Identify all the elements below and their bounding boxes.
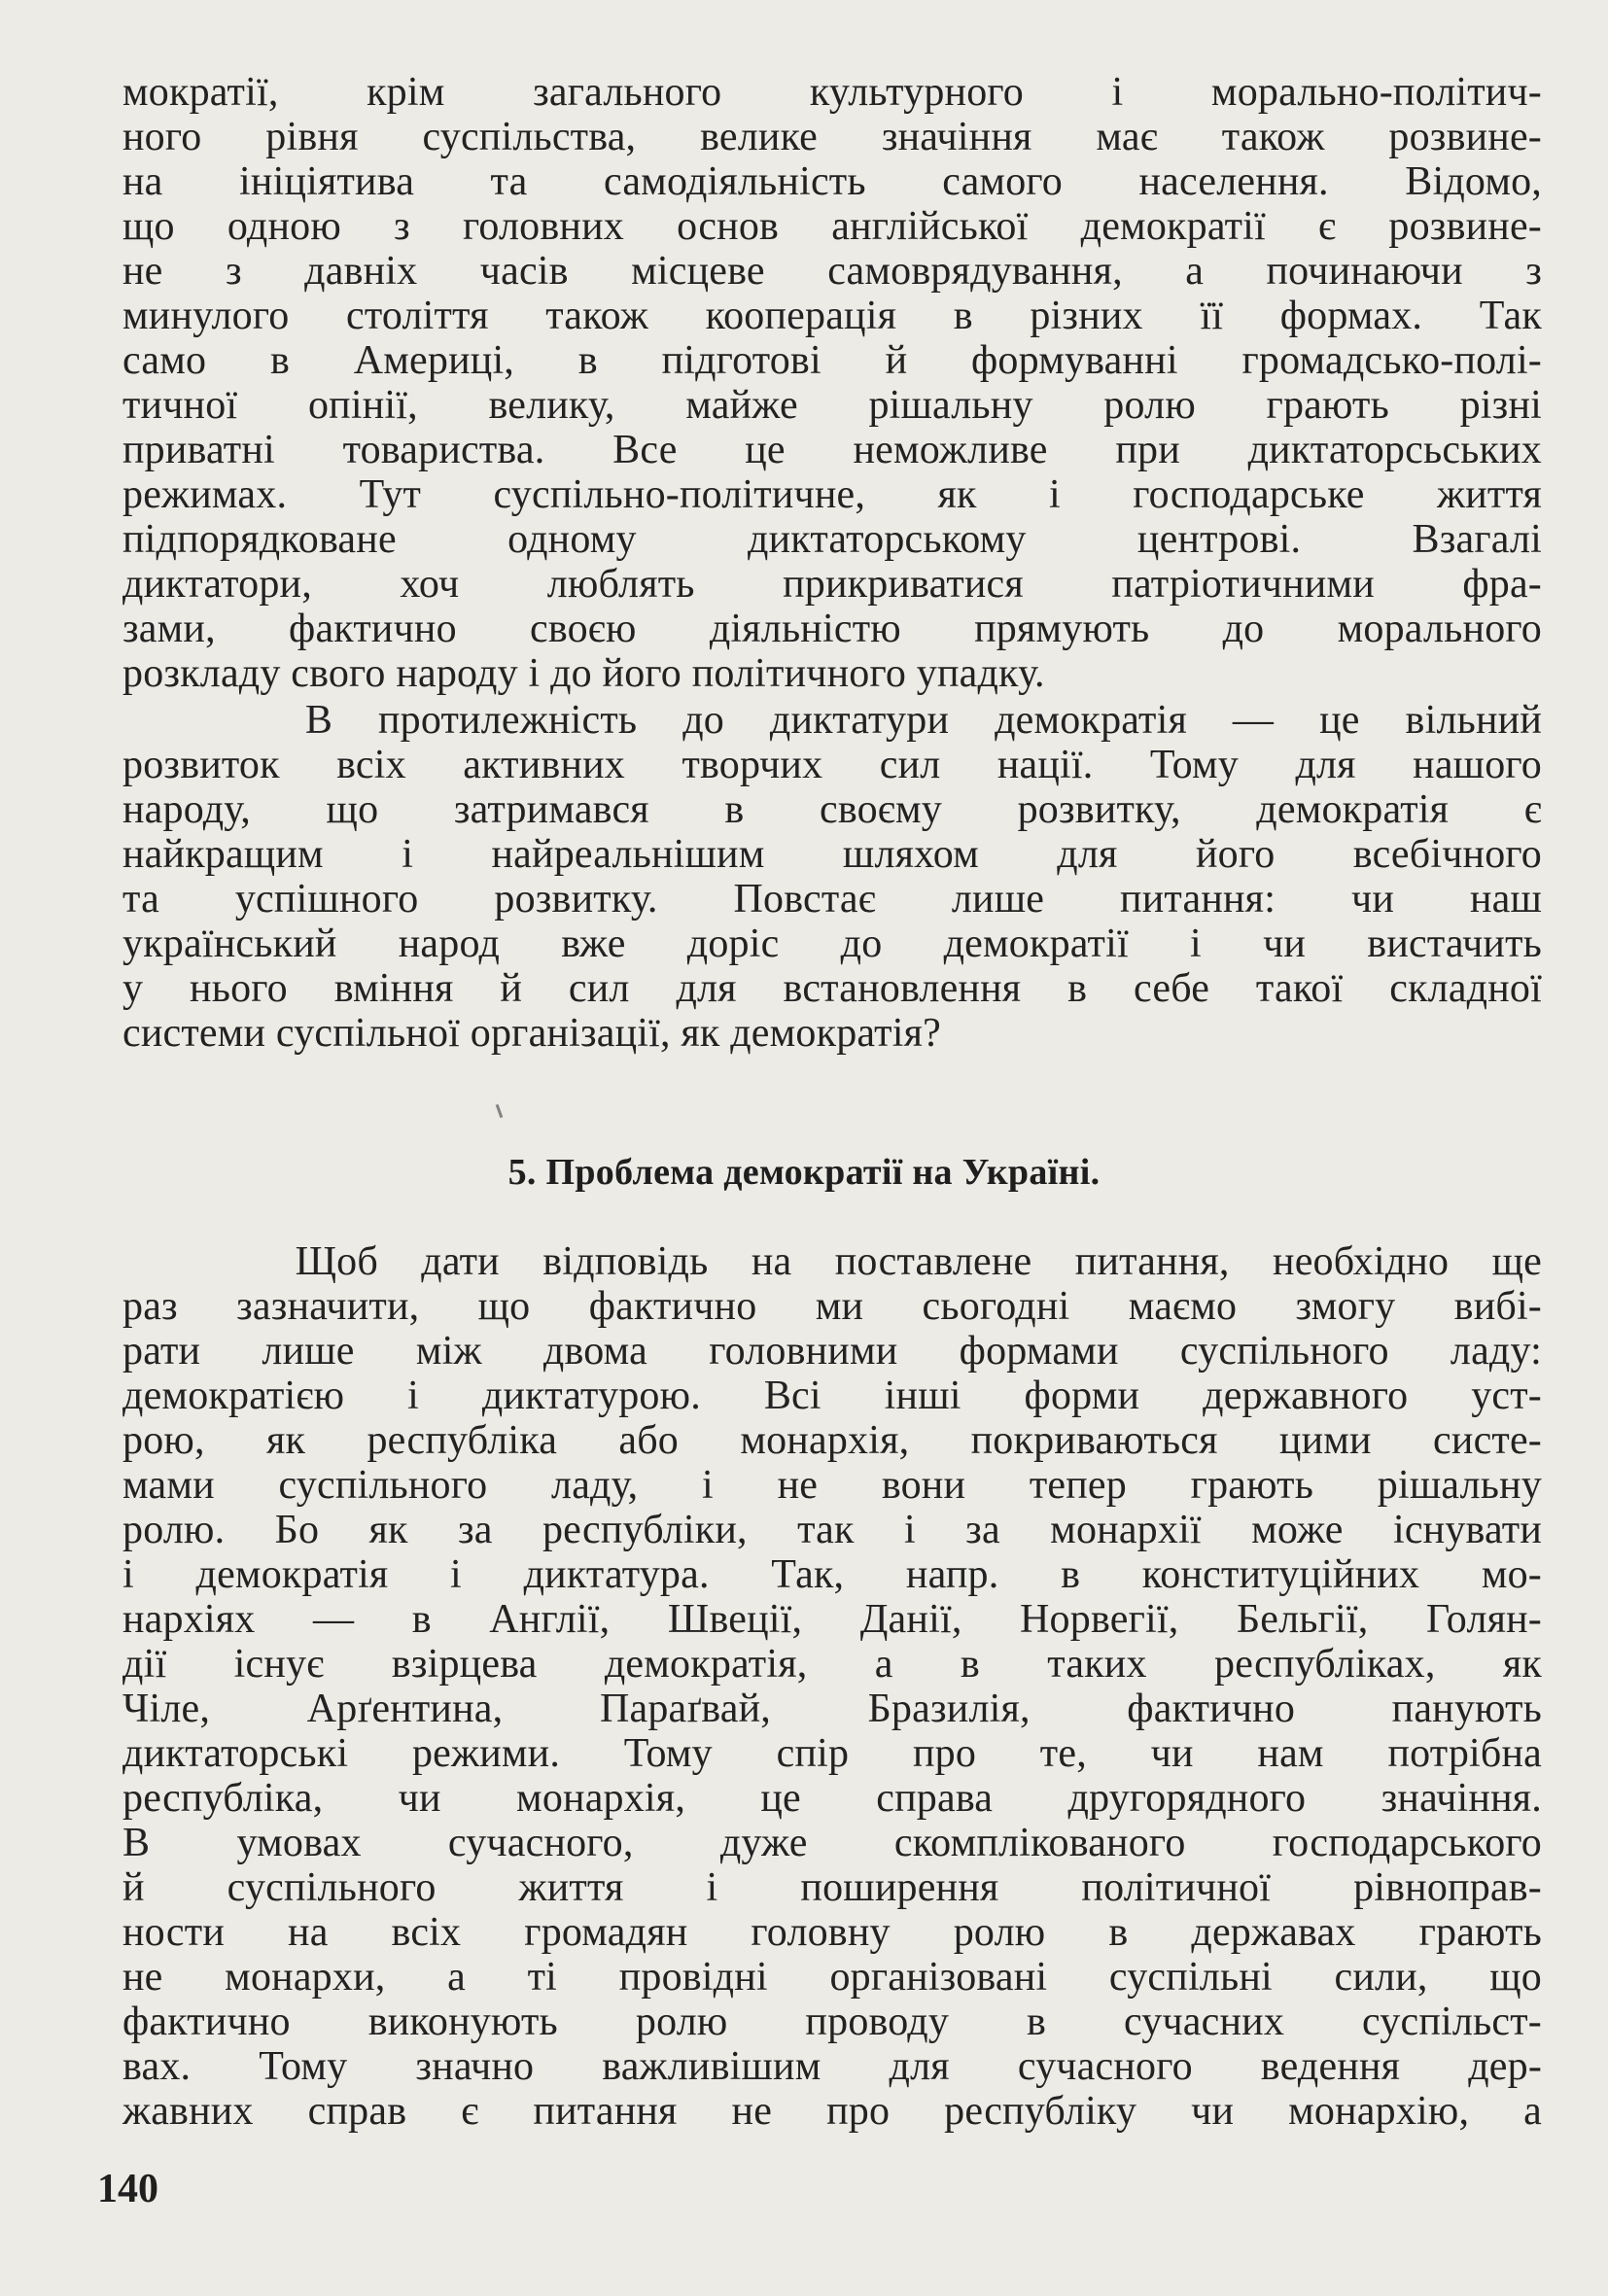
text-line: Щоб дати відповідь на поставлене питання, необхідно ще (122, 1239, 1542, 1284)
text-line: рою, як республіка або монархія, покриваються цими систе- (122, 1418, 1542, 1463)
text-line: режимах. Тут суспільно-політичне, як і господарське життя (122, 472, 1542, 517)
text-line: минулого століття також кооперація в різних її формах. Так (122, 294, 1542, 338)
text-line: мократії, крім загального культурного і морально-політич- (122, 70, 1542, 115)
text-line: нархіях — в Англії, Швеції, Данії, Норвегії, Бельгії, Голян- (122, 1597, 1542, 1642)
print-speck (496, 1104, 504, 1118)
page-number: 140 (97, 2167, 158, 2211)
text-line: республіка, чи монархія, це справа другорядного значіння. (122, 1776, 1542, 1821)
text-line: розкладу свого народу і до його політичного упадку. (122, 651, 1045, 696)
text-line: диктаторські режими. Тому спір про те, чи нам потрібна (122, 1731, 1542, 1776)
text-line: не монархи, а ті провідні організовані суспільні сили, що (122, 1955, 1542, 2000)
text-line: вах. Тому значно важливішим для сучасного ведення дер- (122, 2044, 1542, 2089)
text-line: підпорядковане одному диктаторському центрові. Взагалі (122, 517, 1542, 562)
text-line: й суспільного життя і поширення політичної рівноправ- (122, 1865, 1542, 1910)
text-line: демократією і диктатурою. Всі інші форми державного уст- (122, 1374, 1542, 1418)
text-line: В умовах сучасного, дуже скомплікованого господарського (122, 1821, 1542, 1865)
text-line: дії існує взірцева демократія, а в таких республіках, як (122, 1642, 1542, 1687)
text-line: рати лише між двома головними формами суспільного ладу: (122, 1329, 1542, 1374)
text-line: ности на всіх громадян головну ролю в державах грають (122, 1910, 1542, 1955)
text-line: у нього вміння й сил для встановлення в себе такої складної (122, 966, 1542, 1011)
text-line: народу, що затримався в своєму розвитку, демократія є (122, 787, 1542, 832)
text-line: Чіле, Арґентина, Параґвай, Бразилія, фактично панують (122, 1687, 1542, 1731)
text-line: та успішного розвитку. Повстає лише питання: чи наш (122, 877, 1542, 922)
text-line: найкращим і найреальнішим шляхом для його всебічного (122, 832, 1542, 877)
paragraph-democracy-vs-dictatorship (122, 698, 1542, 1056)
text-line: мами суспільного ладу, і не вони тепер грають рішальну (122, 1463, 1542, 1508)
text-line: раз зазначити, що фактично ми сьогодні маємо змогу вибі- (122, 1284, 1542, 1329)
text-line: тичної опінії, велику, майже рішальну ролю грають різні (122, 383, 1542, 428)
text-line: зами, фактично своєю діяльністю прямують до морального (122, 607, 1542, 651)
text-line: приватні товариства. Все це неможливе при диктаторсьських (122, 428, 1542, 472)
text-line: що одною з головних основ англійської демократії є розвине- (122, 204, 1542, 249)
text-line: ролю. Бо як за республіки, так і за монархії може існувати (122, 1508, 1542, 1552)
text-line: не з давніх часів місцеве самоврядування, а починаючи з (122, 249, 1542, 294)
section-heading: 5. Проблема демократії на Україні. (507, 1152, 1101, 1193)
text-line: само в Америці, в підготові й формуванні громадсько-полі- (122, 338, 1542, 383)
text-line: фактично виконують ролю проводу в сучасних суспільст- (122, 2000, 1542, 2044)
text-line: і демократія і диктатура. Так, напр. в конституційних мо- (122, 1552, 1542, 1597)
text-line: ного рівня суспільства, велике значіння має також розвине- (122, 115, 1542, 159)
paragraph-forms-of-government (122, 1239, 1542, 2134)
text-line: на ініціятива та самодіяльність самого населення. Відомо, (122, 159, 1542, 204)
text-line: український народ вже доріс до демократії і чи вистачить (122, 922, 1542, 966)
text-line: В протилежність до диктатури демократія — це вільний (122, 698, 1542, 743)
text-line: розвиток всіх активних творчих сил нації. Тому для нашого (122, 743, 1542, 787)
text-line: системи суспільної організації, як демократія? (122, 1011, 941, 1056)
text-line: диктатори, хоч люблять прикриватися патріотичними фра- (122, 562, 1542, 607)
text-line: жавних справ є питання не про республіку чи монархію, а (122, 2089, 1542, 2134)
paragraph-democracy-initiative (122, 70, 1542, 696)
